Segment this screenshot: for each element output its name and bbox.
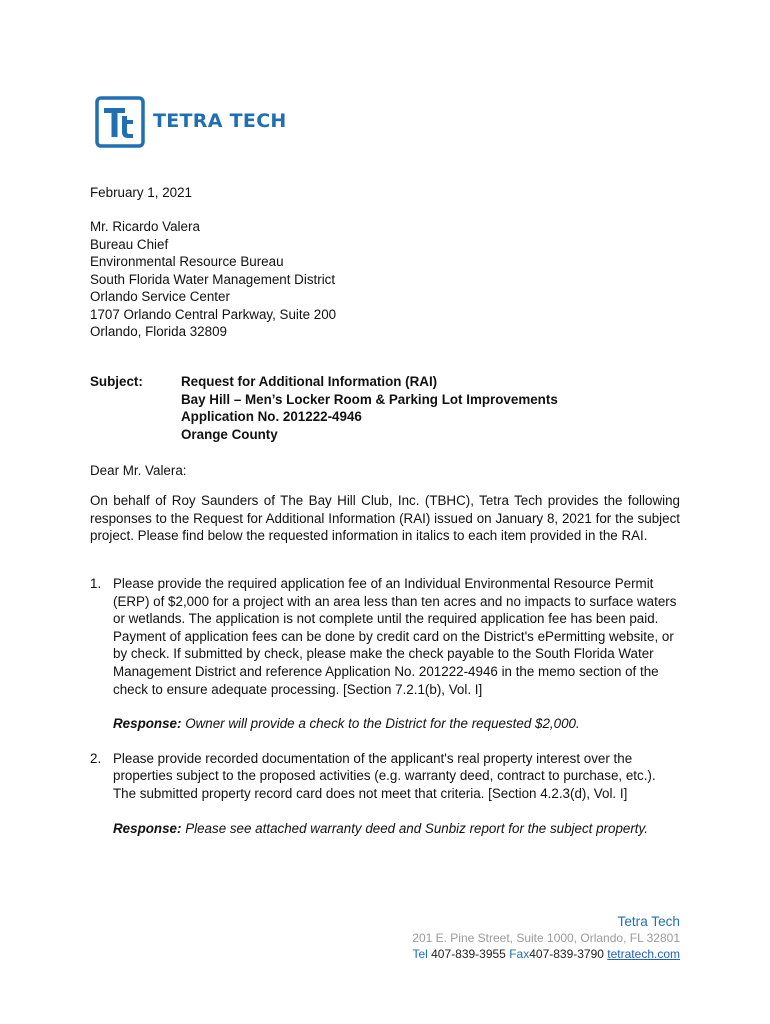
address-line: Bureau Chief — [90, 236, 169, 252]
subject-line: Request for Additional Information (RAI) — [181, 374, 438, 389]
list-item — [90, 750, 680, 803]
subject-line: Orange County — [181, 426, 278, 442]
address-line: Orlando, Florida 32809 — [90, 324, 227, 339]
address-line: Orlando Service Center — [90, 289, 230, 304]
footer-contact — [412, 946, 680, 962]
list-item — [90, 575, 680, 698]
response-label: Response: — [113, 716, 182, 732]
fax-number: 407-839-3790 — [529, 947, 604, 961]
letter-date: February 1, 2021 — [90, 185, 192, 200]
response-label: Response: — [113, 820, 182, 836]
tetra-tech-logo-icon — [95, 96, 145, 148]
address-line: 1707 Orlando Central Parkway, Suite 200 — [90, 306, 337, 322]
item-text: Please provide the required application fee of an Individual Environmental Resource Permit (ERP) of $2,000 for a project with an area less than ten acres and no impacts to surface waters or wetlands. The application is not complete until the required application fee has been paid. Payment of application fees can be done by credit card on the District's ePermitting website, or by check. If submitted by check, please make the check payable to the South Florida Water Management District and reference Application No. 201222-4946 in the memo section of the check to ensure adequate processing. [Section 7.2.1(b), Vol. I] — [113, 576, 677, 697]
item-number: 2. — [90, 750, 102, 766]
item-response — [113, 820, 680, 838]
subject-lines — [181, 373, 558, 443]
footer-company: Tetra Tech — [617, 914, 680, 929]
salutation: Dear Mr. Valera: — [90, 463, 187, 478]
response-text: Owner will provide a check to the District for the requested $2,000. — [185, 716, 580, 732]
item-response — [113, 715, 680, 733]
letter-footer — [412, 913, 680, 962]
fax-label: Fax — [509, 947, 530, 961]
subject-line: Application No. 201222-4946 — [181, 409, 362, 424]
recipient-address — [90, 218, 680, 341]
logo-wordmark: TETRA TECH — [153, 110, 287, 133]
tel-number: 407-839-3955 — [431, 947, 506, 961]
company-logo — [95, 96, 287, 148]
item-number: 1. — [90, 576, 102, 591]
item-text: Please provide recorded documentation of the applicant's real property interest over the properties subject to the proposed activities (e.g. warranty deed, contract to purchase, etc.). The submitted property record card does not meet that criteria. [Section 4.2.3(d), Vol. I] — [113, 750, 656, 801]
footer-address: 201 E. Pine Street, Suite 1000, Orlando, FL 32801 — [412, 931, 680, 945]
address-line: South Florida Water Management District — [90, 271, 336, 287]
address-line: Environmental Resource Bureau — [90, 254, 284, 269]
intro-paragraph: On behalf of Roy Saunders of The Bay Hill Club, Inc. (TBHC), Tetra Tech provides the following responses to the Request for Additional Information (RAI) issued on January 8, 2021 for the subject project. Please find below the requested information in italics to each item provided in the RAI. — [90, 493, 680, 544]
address-line: Mr. Ricardo Valera — [90, 219, 200, 234]
rai-items-list — [90, 575, 680, 837]
subject-line: Bay Hill – Men’s Locker Room & Parking Lot Improvements — [181, 391, 558, 407]
website-link[interactable]: tetratech.com — [607, 947, 680, 961]
subject-block — [90, 373, 680, 443]
tel-label: Tel — [412, 947, 428, 961]
subject-label: Subject: — [90, 374, 143, 389]
response-text: Please see attached warranty deed and Sunbiz report for the subject property. — [185, 820, 648, 836]
